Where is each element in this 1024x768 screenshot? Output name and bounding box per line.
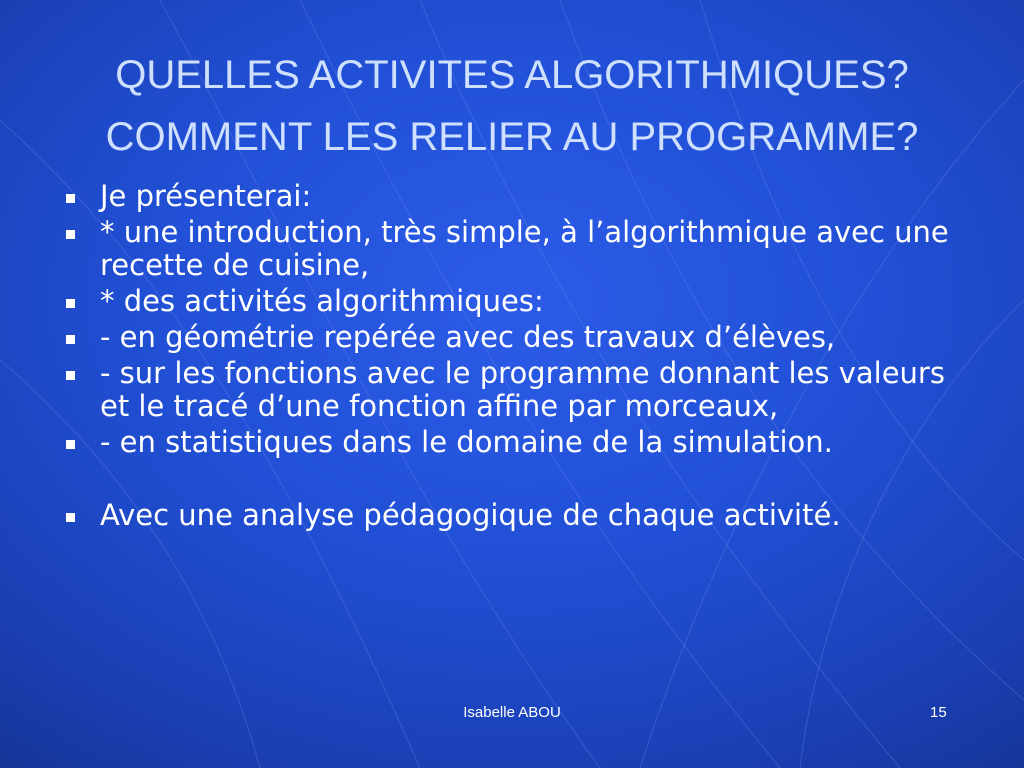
bullet-item bbox=[62, 426, 962, 459]
bullet-text: * des activités algorithmiques: bbox=[100, 284, 544, 318]
bullet-text: Je présenterai: bbox=[100, 179, 312, 213]
footer-author: Isabelle ABOU bbox=[463, 704, 561, 721]
bullet-list bbox=[62, 180, 962, 535]
bullet-item bbox=[62, 357, 962, 423]
title-line-2: COMMENT LES RELIER AU PROGRAMME? bbox=[105, 115, 919, 159]
slide-title bbox=[0, 44, 1024, 168]
bullet-text: - en statistiques dans le domaine de la simulation. bbox=[100, 425, 833, 459]
bullet-item bbox=[62, 499, 962, 532]
square-bullet-icon bbox=[66, 230, 75, 239]
bullet-text: - sur les fonctions avec le programme donnant les valeurs et le tracé d’une fonction affine par morceaux, bbox=[100, 356, 945, 423]
bullet-text: - en géométrie repérée avec des travaux d’élèves, bbox=[100, 320, 836, 354]
bullet-item bbox=[62, 180, 962, 213]
bullet-item bbox=[62, 285, 962, 318]
square-bullet-icon bbox=[66, 299, 75, 308]
square-bullet-icon bbox=[66, 513, 75, 522]
square-bullet-icon bbox=[66, 371, 75, 380]
page-number: 15 bbox=[930, 704, 947, 721]
title-line-1: QUELLES ACTIVITES ALGORITHMIQUES? bbox=[115, 53, 909, 97]
bullet-text: * une introduction, très simple, à l’algorithmique avec une recette de cuisine, bbox=[100, 215, 949, 282]
square-bullet-icon bbox=[66, 194, 75, 203]
square-bullet-icon bbox=[66, 335, 75, 344]
bullet-item bbox=[62, 216, 962, 282]
square-bullet-icon bbox=[66, 440, 75, 449]
bullet-item bbox=[62, 321, 962, 354]
bullet-text: Avec une analyse pédagogique de chaque activité. bbox=[100, 498, 841, 532]
